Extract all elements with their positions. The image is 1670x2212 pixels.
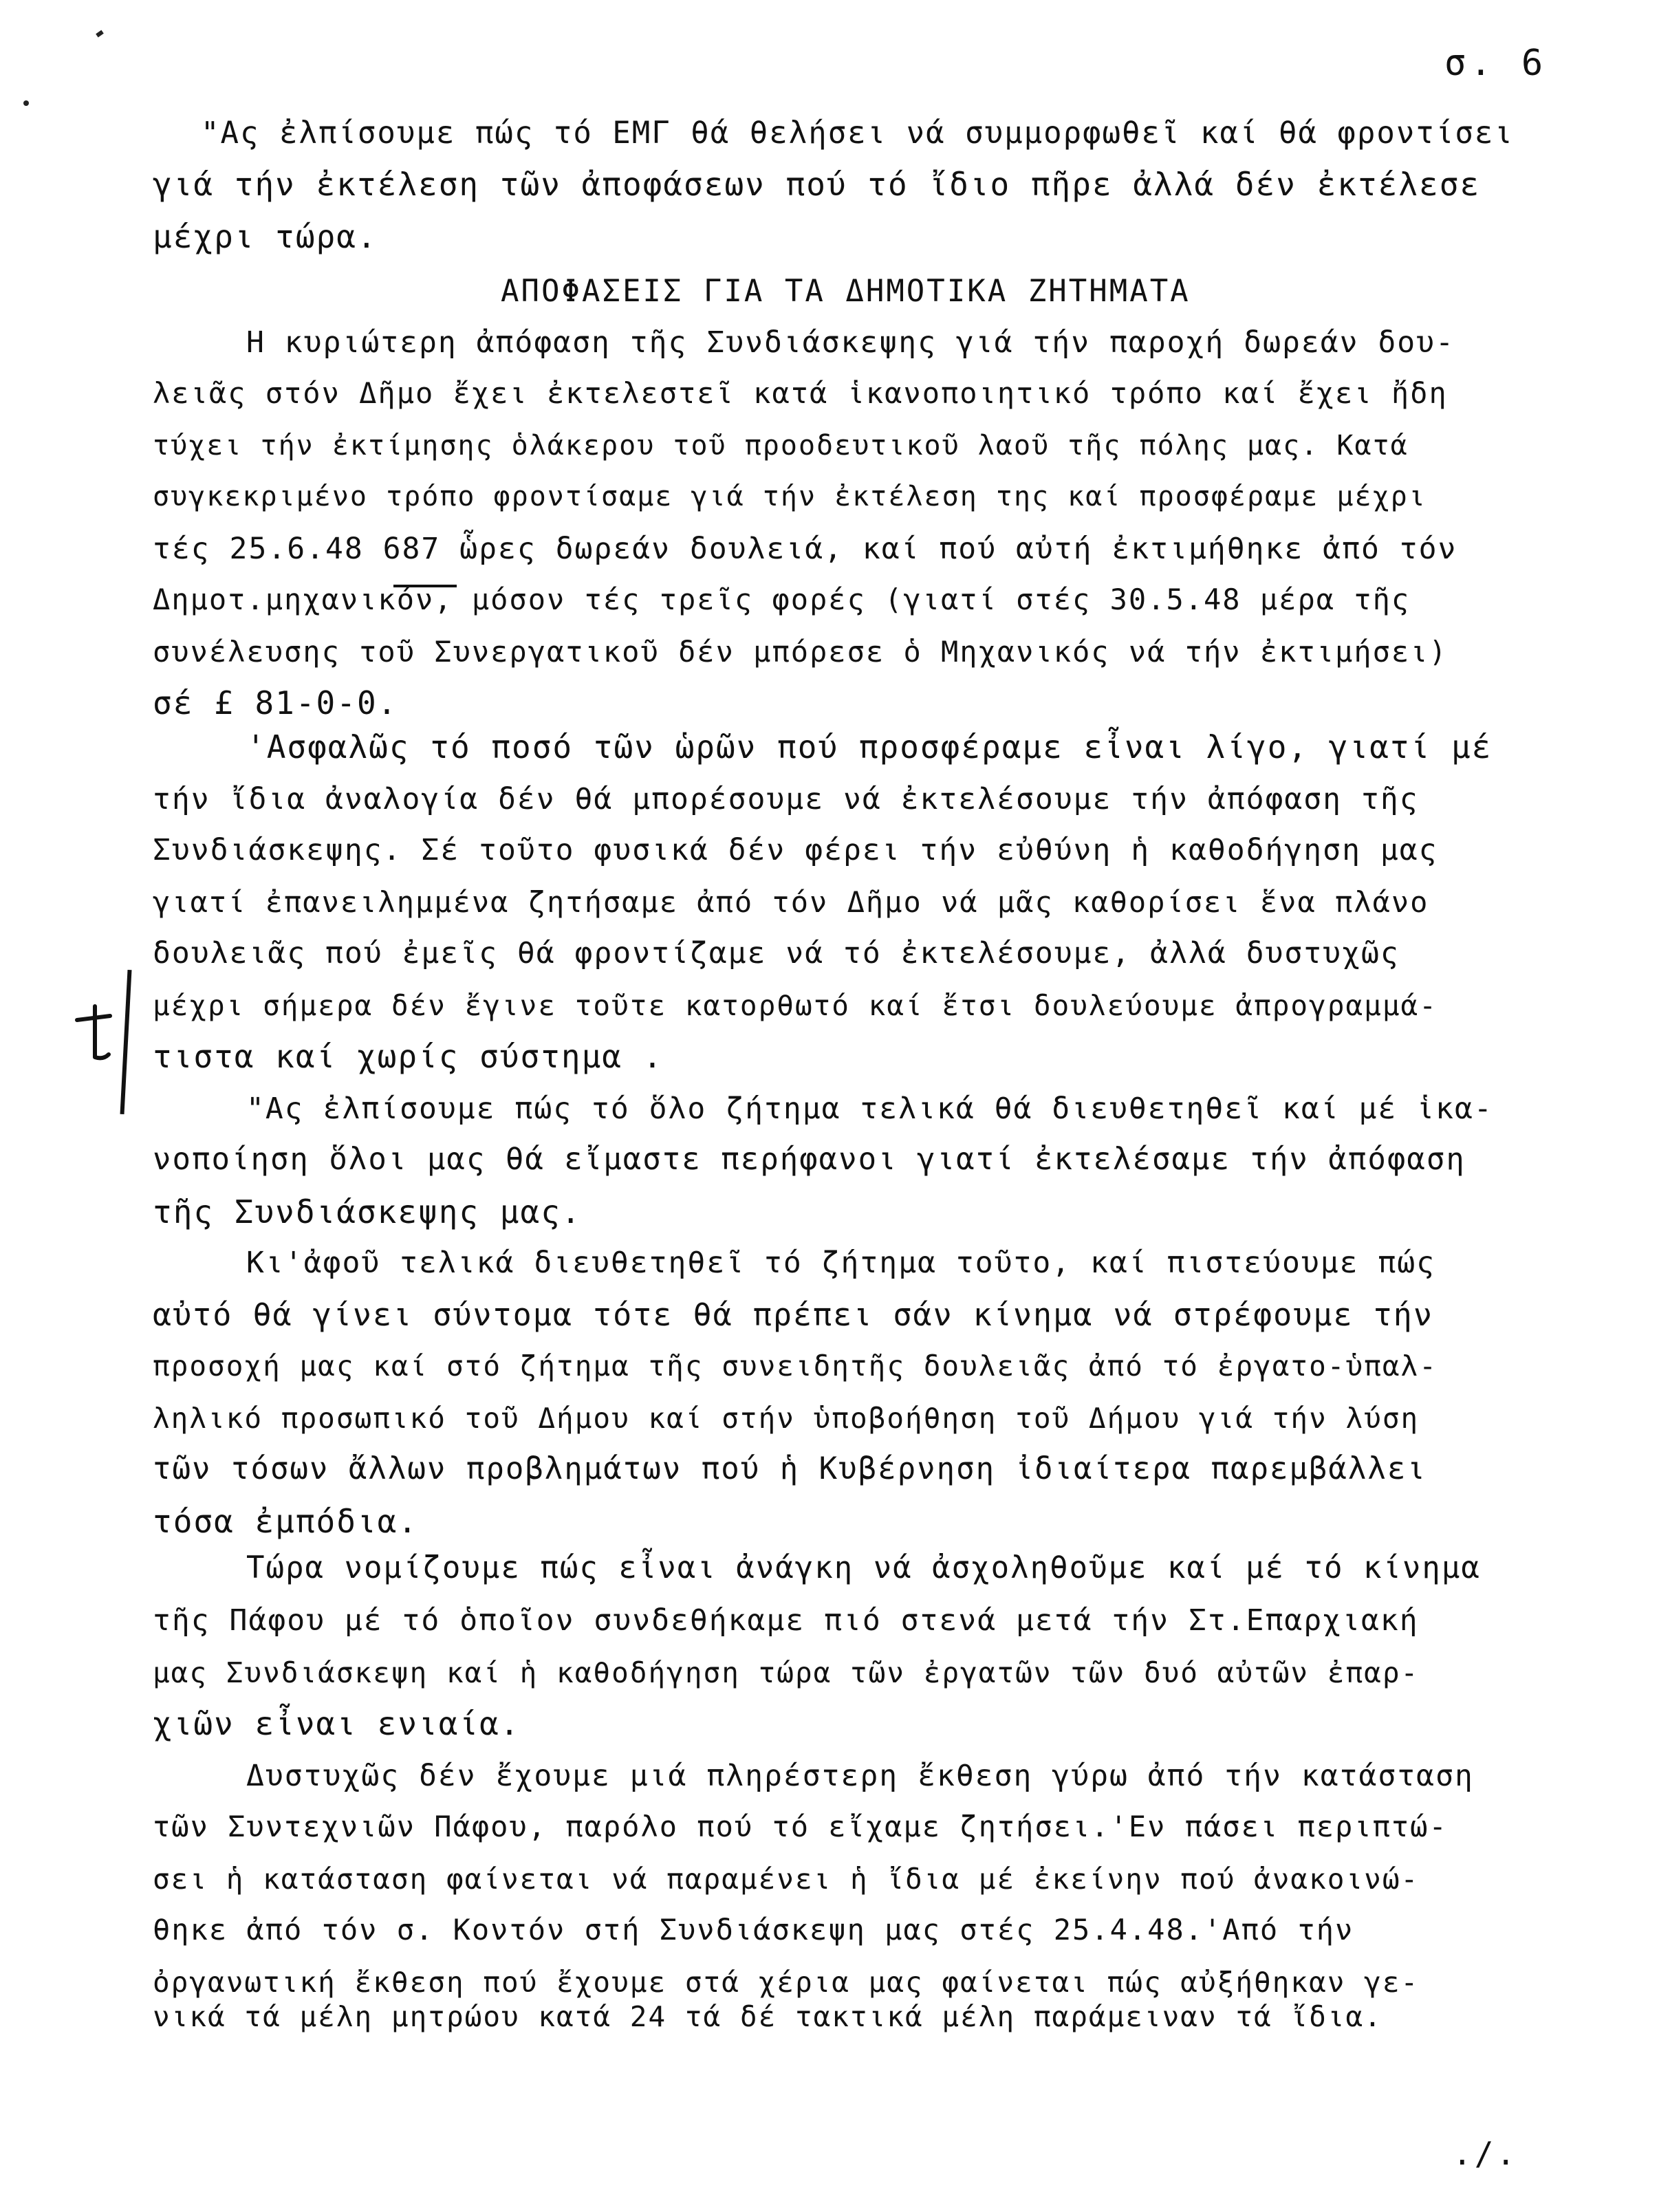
text-line: Η κυριώτερη ἀπόφαση τῆς Συνδιάσκεψης γιά τήν παροχή δωρεάν δου- — [246, 325, 1455, 360]
text-line: σέ £ 81-0-0. — [153, 684, 398, 722]
text-line: Συνδιάσκεψης. Σέ τοῦτο φυσικά δέν φέρει τήν εὐθύνη ἡ καθοδήγηση μας — [153, 833, 1438, 867]
margin-bracket-mark — [120, 970, 132, 1114]
text-line: τῆς Πάφου μέ τό ὁποῖον συνδεθήκαμε πιό στενά μετά τήν Στ.Επαρχιακή — [153, 1603, 1419, 1638]
text-line: Δημοτ.μηχανικόν, μόσον τές τρεῖς φορές (γιατί στές 30.5.48 μέρα τῆς — [153, 583, 1411, 616]
text-line: Τώρα νομίζουμε πώς εἶναι ἀνάγκη νά ἀσχοληθοῦμε καί μέ τό κίνημα — [246, 1550, 1481, 1585]
text-line: μέχρι σήμερα δέν ἔγινε τοῦτε κατορθωτό καί ἔτσι δουλεύουμε ἀπρογραμμά- — [153, 989, 1438, 1022]
text-line: τές 25.6.48 687 ὧρες δωρεάν δουλειά, καί πού αὐτή ἐκτιμήθηκε ἀπό τόν — [153, 532, 1457, 566]
text-line: νοποίηση ὅλοι μας θά εἴμαστε περήφανοι γιατί ἐκτελέσαμε τήν ἀπόφαση — [153, 1142, 1466, 1177]
text-line: νικά τά μέλη μητρώου κατά 24 τά δέ τακτικά μέλη παράμειναν τά ἴδια. — [153, 2000, 1382, 2033]
text-line: μέχρι τώρα. — [153, 218, 378, 255]
text-line: τόσα ἐμπόδια. — [153, 1503, 419, 1540]
page-number: σ. 6 — [1444, 43, 1548, 84]
continuation-mark: ./. — [1453, 2135, 1519, 2172]
text-line: συγκεκριμένο τρόπο φροντίσαμε γιά τήν ἐκτέλεση της καί προσφέραμε μέχρι — [153, 481, 1427, 512]
ink-speck — [96, 30, 104, 38]
text-line: συνέλευσης τοῦ Συνεργατικοῦ δέν μπόρεσε ὁ Μηχανικός νά τήν ἐκτιμήσει) — [153, 635, 1448, 669]
text-line: τύχει τήν ἐκτίμησης ὁλάκερου τοῦ προοδευτικοῦ λαοῦ τῆς πόλης μας. Κατά — [153, 430, 1409, 462]
text-line: Δυστυχῶς δέν ἔχουμε μιά πληρέστερη ἔκθεση γύρω ἀπό τήν κατάσταση — [246, 1759, 1474, 1793]
text-line: τιστα καί χωρίς σύστημα . — [153, 1038, 664, 1075]
text-line: προσοχή μας καί στό ζήτημα τῆς συνειδητῆς δουλειᾶς ἀπό τό ἐργατο-ὑπαλ- — [153, 1349, 1438, 1382]
text-line: μας Συνδιάσκεψη καί ἡ καθοδήγηση τώρα τῶν ἐργατῶν τῶν δυό αὐτῶν ἐπαρ- — [153, 1656, 1420, 1689]
ink-speck — [23, 100, 29, 106]
text-line: "Ας ἐλπίσουμε πώς τό ΕΜΓ θά θελήσει νά συμμορφωθεῖ καί θά φροντίσει — [201, 116, 1514, 151]
text-line: τῶν τόσων ἄλλων προβλημάτων πού ἡ Κυβέρνηση ἰδιαίτερα παρεμβάλλει — [153, 1451, 1427, 1486]
text-line: γιά τήν ἐκτέλεση τῶν ἀποφάσεων πού τό ἴδιο πῆρε ἀλλά δέν ἐκτέλεσε — [153, 166, 1481, 203]
text-line: τῆς Συνδιάσκεψης μας. — [153, 1193, 582, 1230]
section-heading: ΑΠΟΦΑΣΕΙΣ ΓΙΑ ΤΑ ΔΗΜΟΤΙΚΑ ΖΗΤΗΜΑΤΑ — [501, 274, 1191, 309]
text-line: Κι'ἀφοῦ τελικά διευθετηθεῖ τό ζήτημα τοῦτο, καί πιστεύουμε πώς — [246, 1246, 1436, 1280]
text-line: χιῶν εἶναι ενιαία. — [153, 1705, 521, 1742]
text-line: τῶν Συντεχνιῶν Πάφου, παρόλο πού τό εἴχαμε ζητήσει.'Εν πάσει περιπτώ- — [153, 1810, 1448, 1843]
text-line: αὐτό θά γίνει σύντομα τότε θά πρέπει σάν κίνημα νά στρέφουμε τήν — [153, 1297, 1433, 1333]
text-line: "Ας ἐλπίσουμε πώς τό ὅλο ζήτημα τελικά θά διευθετηθεῖ καί μέ ἱκα- — [246, 1092, 1493, 1126]
handwritten-margin-symbol — [67, 1001, 116, 1063]
text-line: σει ἡ κατάσταση φαίνεται νά παραμένει ἡ ἴδια μέ ἐκείνην πού ἀνακοινώ- — [153, 1863, 1420, 1896]
text-line: ὀργανωτική ἔκθεση πού ἔχουμε στά χέρια μας φαίνεται πώς αὐξήθηκαν γε- — [153, 1966, 1420, 1999]
text-line: 'Ασφαλῶς τό ποσό τῶν ὡρῶν πού προσφέραμε εἶναι λίγο, γιατί μέ — [246, 728, 1493, 766]
text-line: θηκε ἀπό τόν σ. Κοντόν στή Συνδιάσκεψη μας στές 25.4.48.'Από τήν — [153, 1913, 1354, 1947]
text-line: τήν ἴδια ἀναλογία δέν θά μπορέσουμε νά ἐκτελέσουμε τήν ἀπόφαση τῆς — [153, 782, 1419, 816]
text-line: δουλειᾶς πού ἐμεῖς θά φροντίζαμε νά τό ἐκτελέσουμε, ἀλλά δυστυχῶς — [153, 936, 1400, 971]
text-line: ληλικό προσωπικό τοῦ Δήμου καί στήν ὑποβοήθηση τοῦ Δήμου γιά τήν λύση — [153, 1402, 1420, 1435]
text-line: γιατί ἐπανειλημμένα ζητήσαμε ἀπό τόν Δῆμο νά μᾶς καθορίσει ἕνα πλάνο — [153, 885, 1429, 919]
text-line: λειᾶς στόν Δῆμο ἔχει ἐκτελεστεῖ κατά ἱκανοποιητικό τρόπο καί ἔχει ἤδη — [153, 376, 1448, 410]
